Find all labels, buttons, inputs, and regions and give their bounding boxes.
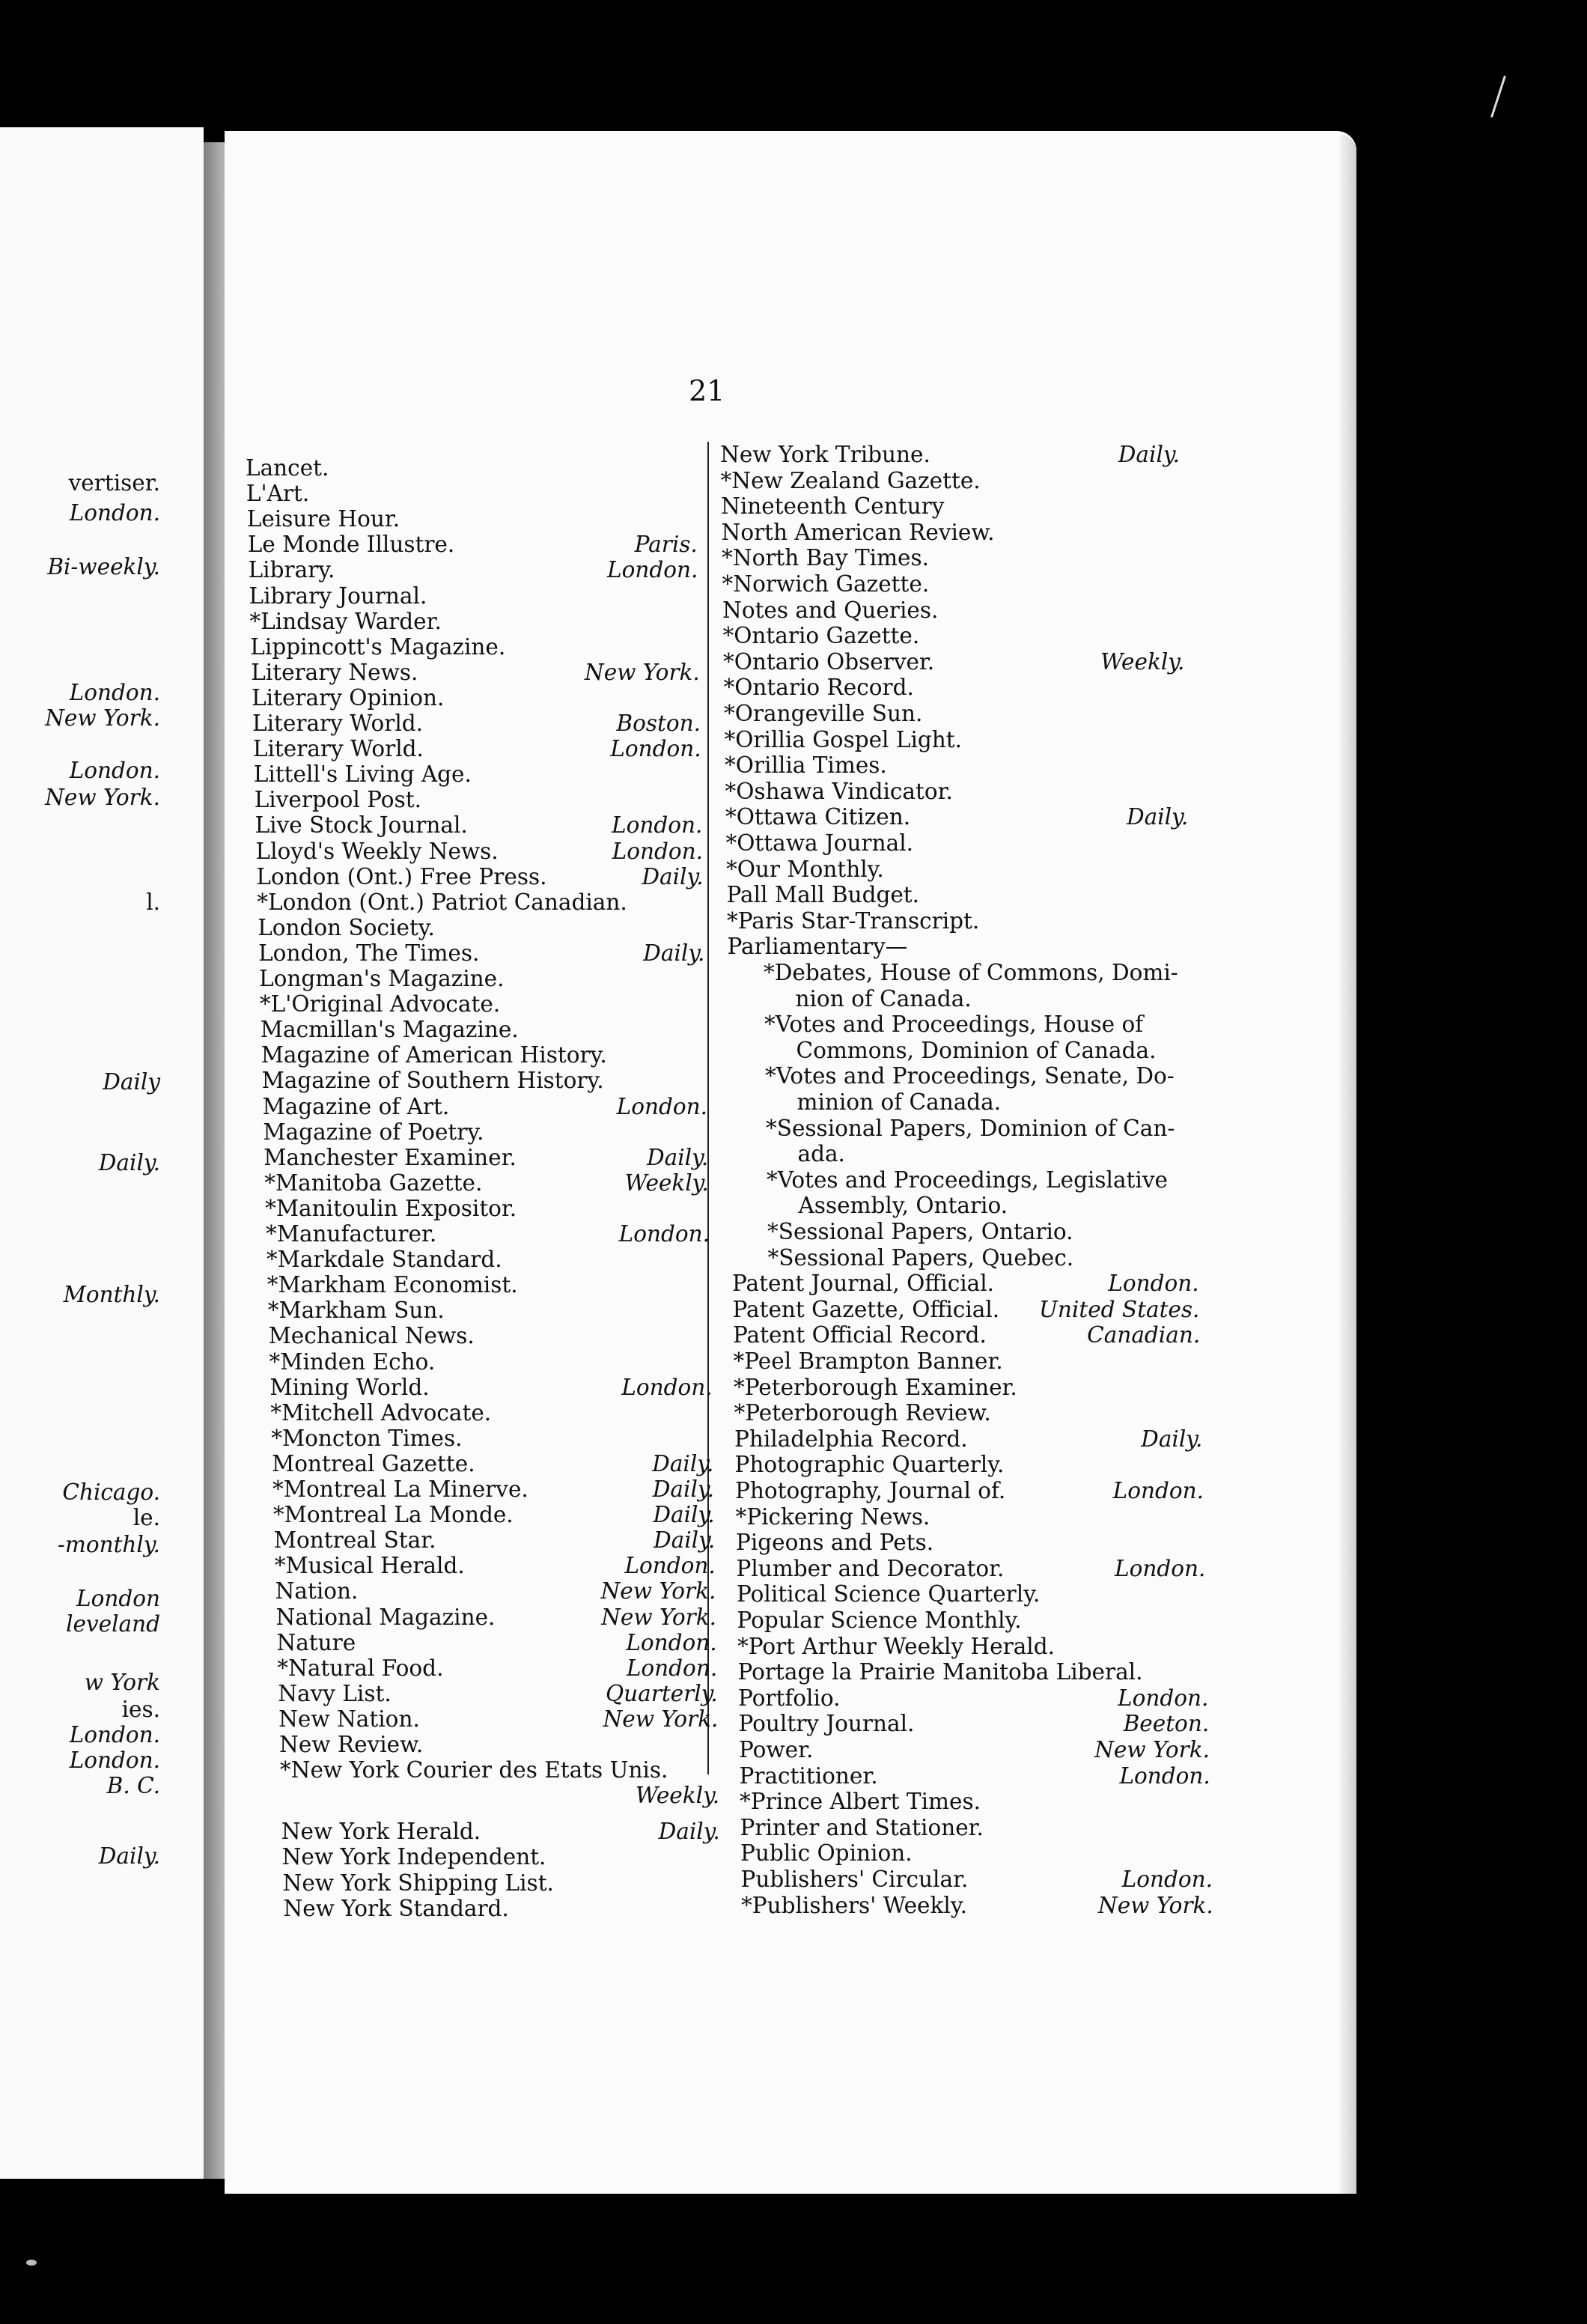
entry-title: Library Journal. bbox=[249, 582, 427, 609]
entry-frequency-place: Daily. bbox=[1118, 442, 1180, 467]
entry-title: *Prince Albert Times. bbox=[740, 1789, 981, 1815]
entry-frequency-place: New York. bbox=[1097, 1892, 1213, 1918]
entry-title: Lippincott's Magazine. bbox=[250, 633, 506, 660]
entry-frequency-place: Weekly. bbox=[624, 1169, 709, 1196]
entry-frequency-place: Daily. bbox=[653, 1502, 715, 1528]
entry-title: Portfolio. bbox=[738, 1685, 841, 1711]
entry-title: *Port Arthur Weekly Herald. bbox=[737, 1633, 1055, 1659]
entry-title: Lloyd's Weekly News. bbox=[255, 838, 499, 864]
entry-frequency-place: New York. bbox=[1094, 1737, 1210, 1762]
entry-title: *North Bay Times. bbox=[722, 545, 930, 571]
entry-title: *Markdale Standard. bbox=[266, 1247, 502, 1273]
entry-frequency-place: Daily. bbox=[1126, 804, 1189, 830]
entry-title: Nation. bbox=[275, 1578, 359, 1604]
left-page-fragment: Monthly. bbox=[63, 1282, 160, 1307]
entry-title: Patent Gazette, Official. bbox=[732, 1296, 1000, 1322]
entry-frequency-place: New York. bbox=[603, 1706, 719, 1732]
left-page-fragment: Daily bbox=[103, 1069, 160, 1095]
entry-title: *London (Ont.) Patriot Canadian. bbox=[257, 889, 627, 915]
left-page-fragment: London. bbox=[69, 1722, 160, 1747]
entry-title: *Peterborough Review. bbox=[734, 1400, 991, 1426]
entry-title: *Peterborough Examiner. bbox=[734, 1374, 1017, 1400]
entry-frequency-place: Daily. bbox=[1141, 1426, 1203, 1452]
entry-title: Manchester Examiner. bbox=[264, 1144, 517, 1170]
entry-title: New York Standard. bbox=[283, 1895, 509, 1921]
entry-title: *Oshawa Vindicator. bbox=[725, 778, 953, 804]
entry-title: Poultry Journal. bbox=[738, 1711, 915, 1737]
entry-frequency-place: London. bbox=[1118, 1685, 1209, 1711]
entry-title: Lancet. bbox=[246, 455, 329, 481]
left-page-fragment: Daily. bbox=[98, 1150, 160, 1175]
entry-frequency-place: Daily. bbox=[652, 1476, 714, 1502]
entry-frequency-place: London. bbox=[612, 838, 703, 864]
entry-frequency-place: London. bbox=[626, 1629, 717, 1655]
entry-title: Photographic Quarterly. bbox=[734, 1452, 1005, 1478]
entry-title: Literary News. bbox=[251, 659, 418, 685]
entry-title: *Votes and Proceedings, Legislative bbox=[767, 1166, 1168, 1193]
entry-title: *Mitchell Advocate. bbox=[270, 1399, 492, 1426]
entry-title: Littell's Living Age. bbox=[253, 761, 472, 788]
entry-title: Assembly, Ontario. bbox=[798, 1193, 1008, 1219]
entry-frequency-place: Daily. bbox=[653, 1527, 716, 1554]
entry-frequency-place: London. bbox=[1119, 1762, 1210, 1789]
entry-title: Le Monde Illustre. bbox=[247, 532, 455, 558]
left-page-fragment: London. bbox=[69, 500, 160, 526]
entry-title: Pall Mall Budget. bbox=[726, 882, 920, 908]
entry-title: *Debates, House of Commons, Domi- bbox=[764, 960, 1178, 985]
left-page-fragment: -monthly. bbox=[57, 1532, 160, 1557]
entry-frequency-place: Weekly. bbox=[635, 1783, 720, 1809]
entry-title: Patent Journal, Official. bbox=[732, 1271, 995, 1297]
entry-title: *Orillia Times. bbox=[725, 752, 887, 779]
left-page-fragment: B. C. bbox=[106, 1773, 160, 1798]
entry-title: Navy List. bbox=[278, 1680, 392, 1706]
entry-frequency-place: London. bbox=[1108, 1271, 1199, 1297]
entry-title: ada. bbox=[797, 1141, 845, 1167]
entry-frequency-place: London. bbox=[621, 1374, 713, 1400]
entry-frequency-place: Daily. bbox=[652, 1450, 714, 1476]
entry-title: *Ontario Observer. bbox=[723, 648, 935, 675]
entry-frequency-place: Daily. bbox=[642, 863, 704, 889]
entry-frequency-place: New York. bbox=[601, 1604, 716, 1630]
entry-title: Magazine of Art. bbox=[262, 1093, 450, 1119]
entry-frequency-place: London. bbox=[616, 1093, 707, 1119]
entry-title: Publishers' Circular. bbox=[740, 1867, 969, 1892]
entry-title: Plumber and Decorator. bbox=[736, 1555, 1005, 1581]
entry-title: *Ontario Record. bbox=[723, 675, 914, 701]
entry-title: *Ontario Gazette. bbox=[722, 623, 920, 649]
entry-title: Patent Official Record. bbox=[733, 1322, 987, 1348]
entry-title: Library. bbox=[248, 557, 335, 583]
entry-title: *Minden Echo. bbox=[269, 1348, 436, 1375]
left-page-fragment: New York. bbox=[45, 785, 160, 810]
entry-title: Magazine of Poetry. bbox=[263, 1119, 484, 1145]
entry-title: Power. bbox=[739, 1737, 814, 1762]
entry-frequency-place: Daily. bbox=[658, 1819, 720, 1845]
entry-title: *Sessional Papers, Ontario. bbox=[767, 1219, 1073, 1244]
entry-frequency-place: London. bbox=[1115, 1555, 1206, 1581]
entry-title: Leisure Hour. bbox=[246, 506, 400, 532]
left-page-fragment: le. bbox=[132, 1505, 160, 1530]
entry-frequency-place: London. bbox=[1112, 1478, 1204, 1503]
entry-title: Mechanical News. bbox=[268, 1323, 475, 1349]
entry-frequency-place: London. bbox=[612, 812, 703, 839]
entry-frequency-place: Paris. bbox=[634, 532, 698, 558]
entry-title: *New York Courier des Etats Unis. bbox=[279, 1757, 668, 1783]
entry-title: London (Ont.) Free Press. bbox=[256, 863, 547, 889]
entry-frequency-place: Beeton. bbox=[1123, 1711, 1210, 1737]
entry-frequency-place: London. bbox=[626, 1655, 718, 1681]
entry-frequency-place: Weekly. bbox=[1100, 648, 1185, 675]
entry-title: Montreal Gazette. bbox=[272, 1450, 475, 1476]
entry-title: *L'Original Advocate. bbox=[259, 991, 501, 1017]
entry-title: New York Tribune. bbox=[720, 442, 930, 467]
entry-title: *New Zealand Gazette. bbox=[720, 467, 981, 493]
entry-frequency-place: New York. bbox=[600, 1578, 716, 1604]
entry-frequency-place: London. bbox=[624, 1553, 716, 1579]
page-edge bbox=[1340, 135, 1356, 2194]
entry-title: Portage la Prairie Manitoba Liberal. bbox=[737, 1659, 1143, 1685]
entry-title: *Lindsay Warder. bbox=[249, 608, 442, 634]
entry-title: L'Art. bbox=[246, 481, 310, 507]
entry-title: Parliamentary— bbox=[727, 934, 908, 960]
left-page-fragment: vertiser. bbox=[68, 470, 160, 496]
entry-title: London Society. bbox=[258, 914, 435, 940]
scan-artifact-mark bbox=[1490, 76, 1506, 118]
entry-title: Notes and Queries. bbox=[722, 597, 939, 623]
entry-title: Commons, Dominion of Canada. bbox=[796, 1037, 1157, 1063]
entry-title: Liverpool Post. bbox=[254, 787, 421, 813]
left-page-fragment: Daily. bbox=[98, 1843, 160, 1869]
entry-title: New York Independent. bbox=[281, 1844, 546, 1870]
entry-title: Literary World. bbox=[252, 736, 424, 762]
entry-title: *Paris Star-Transcript. bbox=[727, 907, 980, 934]
entry-title: *Montreal La Minerve. bbox=[272, 1476, 529, 1502]
entry-frequency-place: Canadian. bbox=[1087, 1322, 1201, 1348]
entry-title: *Norwich Gazette. bbox=[722, 571, 930, 597]
entry-title: Literary Opinion. bbox=[252, 684, 445, 711]
entry-title: *Markham Economist. bbox=[266, 1272, 518, 1298]
entry-title: minion of Canada. bbox=[796, 1089, 1002, 1115]
left-page-fragment: leveland bbox=[66, 1611, 160, 1637]
entry-title: Live Stock Journal. bbox=[255, 812, 468, 839]
entry-title: Photography, Journal of. bbox=[735, 1478, 1006, 1503]
entry-title: Philadelphia Record. bbox=[734, 1426, 968, 1452]
entry-title: Nature bbox=[276, 1629, 356, 1655]
left-page-fragment: l. bbox=[146, 889, 160, 915]
entry-title: *Montreal La Monde. bbox=[272, 1502, 514, 1528]
entry-title: Popular Science Monthly. bbox=[737, 1607, 1022, 1633]
entry-title: New York Herald. bbox=[281, 1819, 481, 1845]
entry-title: *Natural Food. bbox=[277, 1655, 444, 1681]
entry-title: Pigeons and Pets. bbox=[736, 1530, 934, 1556]
entry-title: Longman's Magazine. bbox=[259, 966, 505, 991]
scan-artifact-dot bbox=[26, 2260, 37, 2266]
entry-title: *Orillia Gospel Light. bbox=[724, 726, 962, 752]
entry-title: Political Science Quarterly. bbox=[737, 1581, 1041, 1607]
left-page-fragment: Bi-weekly. bbox=[47, 554, 160, 580]
entry-title: New York Shipping List. bbox=[282, 1870, 554, 1896]
entry-title: *Markham Sun. bbox=[267, 1298, 445, 1324]
entry-frequency-place: London. bbox=[1121, 1867, 1213, 1892]
entry-title: Magazine of American History. bbox=[261, 1042, 607, 1068]
entry-title: New Review. bbox=[279, 1732, 424, 1757]
left-page-fragment: London. bbox=[69, 758, 160, 783]
entry-title: National Magazine. bbox=[275, 1604, 496, 1630]
entry-title: Mining World. bbox=[269, 1374, 430, 1400]
entry-title: *Manitoulin Expositor. bbox=[265, 1195, 517, 1221]
entry-title: *Publishers' Weekly. bbox=[741, 1892, 967, 1918]
entry-title: *Ottawa Journal. bbox=[725, 830, 914, 856]
entry-title: *Votes and Proceedings, House of bbox=[764, 1012, 1144, 1038]
left-page-fragment: w York bbox=[84, 1670, 160, 1695]
entry-title: London, The Times. bbox=[258, 940, 480, 966]
entry-title: *Musical Herald. bbox=[274, 1553, 465, 1579]
left-page-fragment: London. bbox=[69, 1747, 160, 1773]
entry-title: Montreal Star. bbox=[273, 1527, 436, 1554]
left-page-fragment: New York. bbox=[45, 705, 160, 731]
entry-title: Public Opinion. bbox=[740, 1840, 913, 1867]
entry-title: *Pickering News. bbox=[735, 1503, 930, 1530]
entry-frequency-place: Daily. bbox=[643, 940, 705, 966]
entry-title: Magazine of Southern History. bbox=[261, 1068, 604, 1094]
entry-frequency-place: London. bbox=[618, 1221, 710, 1247]
entry-title: New Nation. bbox=[278, 1706, 420, 1732]
entry-title: *Ottawa Citizen. bbox=[725, 804, 911, 830]
entry-title: Macmillan's Magazine. bbox=[260, 1017, 519, 1043]
entry-frequency-place: United States. bbox=[1039, 1296, 1200, 1322]
entry-title: *Our Monthly. bbox=[726, 856, 884, 882]
entry-frequency-place: London. bbox=[607, 557, 698, 583]
entry-title: *Peel Brampton Banner. bbox=[733, 1348, 1003, 1374]
entry-title: *Orangeville Sun. bbox=[724, 701, 923, 726]
entry-title: Printer and Stationer. bbox=[740, 1814, 984, 1840]
entry-title: *Votes and Proceedings, Senate, Do- bbox=[765, 1063, 1175, 1089]
left-page-fragment: London. bbox=[69, 680, 160, 705]
entry-title: Literary World. bbox=[252, 711, 424, 736]
entry-title: *Sessional Papers, Quebec. bbox=[767, 1244, 1074, 1271]
entry-title: *Manufacturer. bbox=[266, 1221, 437, 1247]
entry-title: Practitioner. bbox=[739, 1762, 878, 1789]
entry-title: *Moncton Times. bbox=[271, 1425, 463, 1451]
left-page-fragment: ies. bbox=[121, 1697, 160, 1722]
entry-frequency-place: Daily. bbox=[646, 1144, 709, 1170]
left-page-fragment: London bbox=[76, 1586, 160, 1611]
left-page-fragment: Chicago. bbox=[62, 1479, 160, 1505]
entry-frequency-place: London. bbox=[610, 736, 701, 762]
page-number: 21 bbox=[689, 374, 725, 407]
entry-title: *Sessional Papers, Dominion of Can- bbox=[766, 1115, 1175, 1141]
entry-frequency-place: New York. bbox=[584, 659, 700, 685]
entry-title: North American Review. bbox=[721, 519, 995, 545]
entry-frequency-place: Quarterly. bbox=[605, 1680, 718, 1706]
entry-title: *Manitoba Gazette. bbox=[264, 1169, 483, 1196]
entry-title: Nineteenth Century bbox=[721, 493, 945, 520]
entry-title: nion of Canada. bbox=[795, 985, 972, 1012]
entry-frequency-place: Boston. bbox=[616, 711, 701, 736]
